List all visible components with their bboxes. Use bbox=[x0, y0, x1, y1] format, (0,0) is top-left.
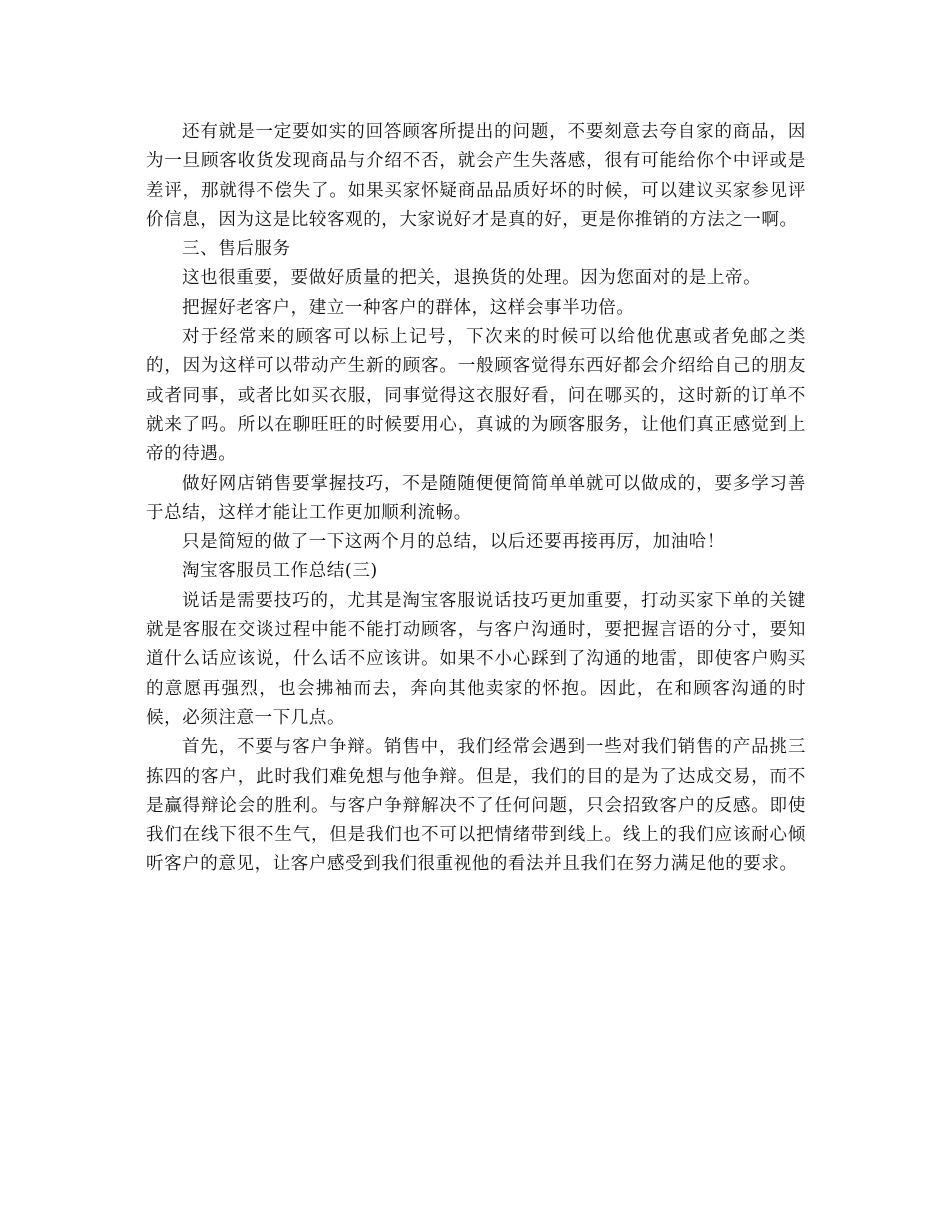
paragraph-frequent-customers: 对于经常来的顾客可以标上记号，下次来的时候可以给他优惠或者免邮之类的，因为这样可以带动产生新的顾客。一般顾客觉得东西好都会介绍给自己的朋友或者同事，或者比如买衣服，同事觉得这衣服好看，问在哪买的，这时新的订单不就来了吗。所以在聊旺旺的时候要用心，真诚的为顾客服务，让他们真正感觉到上帝的待遇。 bbox=[146, 327, 806, 465]
section-heading-summary-three: 淘宝客服员工作总结(三) bbox=[182, 561, 378, 582]
paragraph-honest-answers: 还有就是一定要如实的回答顾客所提出的问题，不要刻意去夸自家的商品，因为一旦顾客收货发现商品与介绍不否，就会产生失落感，很有可能给你个中评或是差评，那就得不偿失了。如果买家怀疑商品品质好坏的时候，可以建议买家参见评价信息，因为这是比较客观的，大家说好才是真的好，更是你推销的方法之一啊。 bbox=[146, 122, 806, 230]
paragraph-brief-summary: 只是简短的做了一下这两个月的总结，以后还要再接再厉，加油哈！ bbox=[182, 532, 725, 553]
paragraph-quality-control: 这也很重要，要做好质量的把关，退换货的处理。因为您面对的是上帝。 bbox=[182, 268, 762, 289]
paragraph-do-not-argue: 首先，不要与客户争辩。销售中，我们经常会遇到一些对我们销售的产品挑三拣四的客户，此时我们难免想与他争辩。但是，我们的目的是为了达成交易，而不是赢得辩论会的胜利。与客户争辩解决不了任何问题，只会招致客户的反感。即使我们在线下很不生气，但是我们也不可以把情绪带到线上。线上的我们应该耐心倾听客户的意见，让客户感受到我们很重视他的看法并且我们在努力满足他的要求。 bbox=[146, 737, 806, 875]
paragraph-speaking-skills: 说话是需要技巧的，尤其是淘宝客服说话技巧更加重要，打动买家下单的关键就是客服在交谈过程中能不能打动顾客，与客户沟通时，要把握言语的分寸，要知道什么话应该说，什么话不应该讲。如果不小心踩到了沟通的地雷，即使客户购买的意愿再强烈，也会拂袖而去，奔向其他卖家的怀抱。因此，在和顾客沟通的时候，必须注意一下几点。 bbox=[146, 590, 806, 728]
paragraph-sales-skills: 做好网店销售要掌握技巧，不是随随便便简简单单就可以做成的，要多学习善于总结，这样才能让工作更加顺利流畅。 bbox=[146, 473, 806, 523]
document-page bbox=[146, 118, 806, 880]
paragraph-old-customers: 把握好老客户，建立一种客户的群体，这样会事半功倍。 bbox=[182, 297, 635, 318]
section-heading-after-sales: 三、售后服务 bbox=[182, 239, 291, 260]
